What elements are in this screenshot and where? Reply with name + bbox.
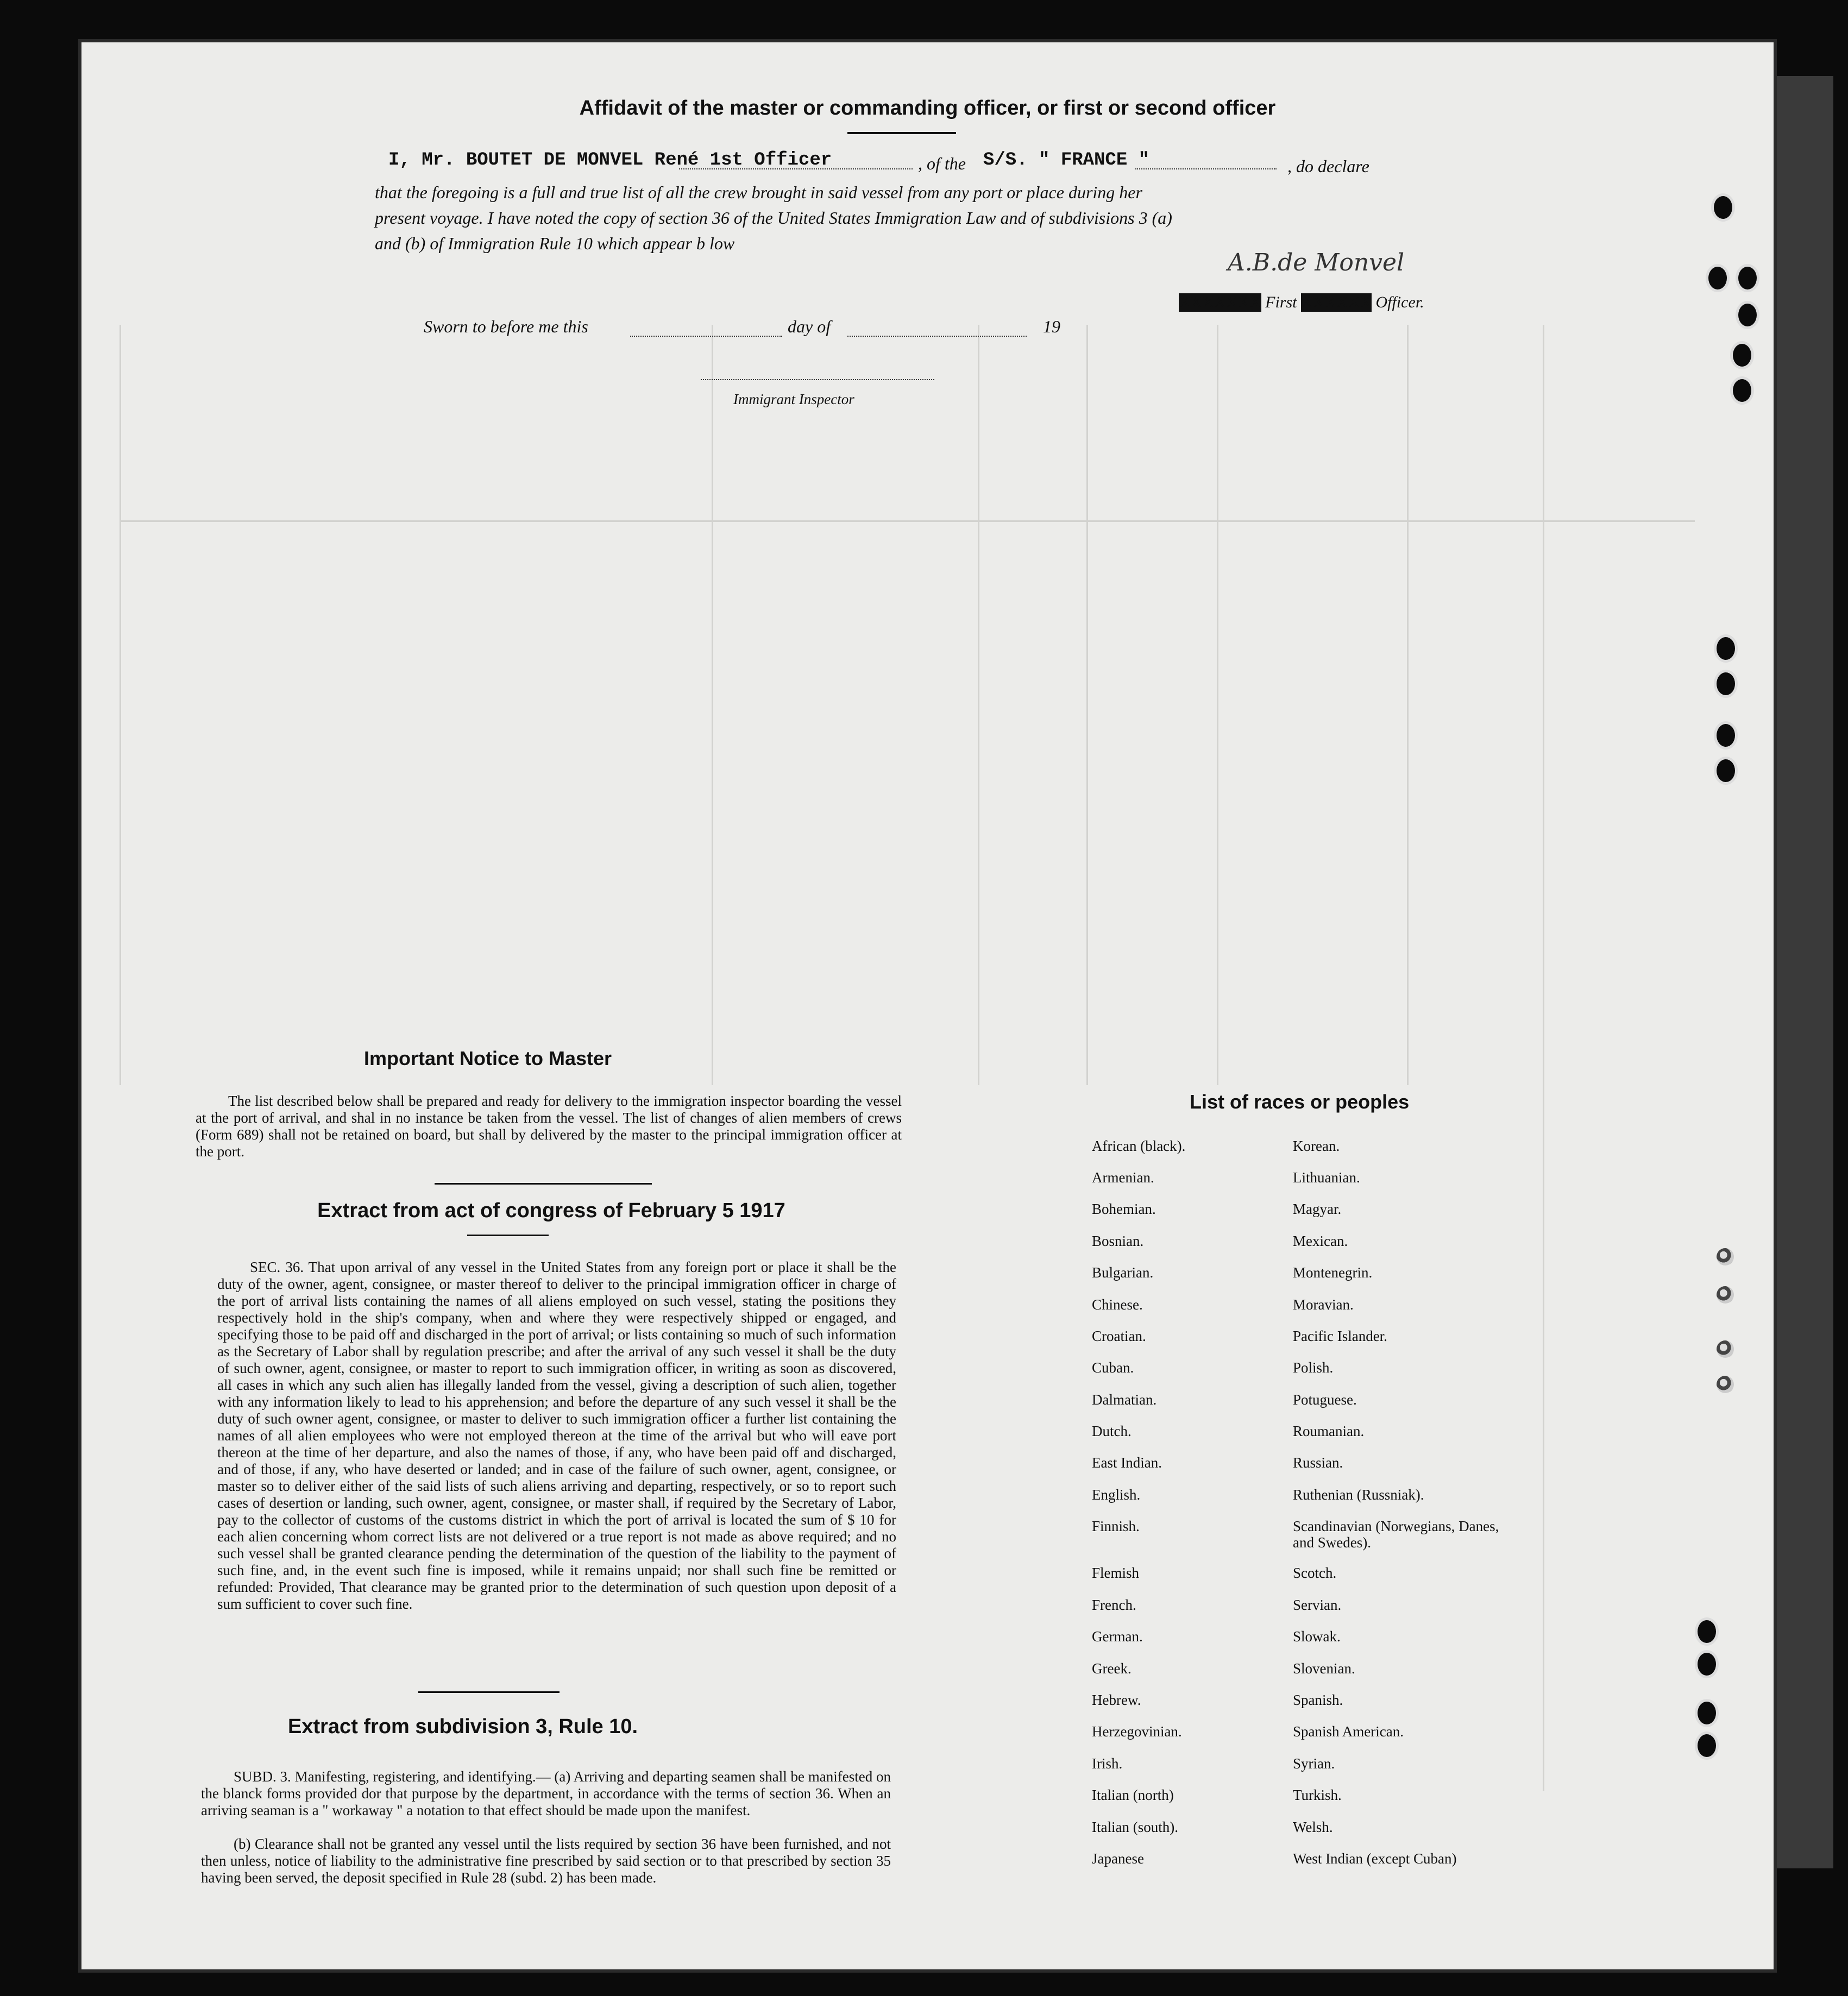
race-right-item: Magyar. bbox=[1293, 1201, 1342, 1217]
notice-text: The list described below shall be prepared and ready for delivery to the immigration inspector boarding the vessel at the port of arrival, and shal in no instance be taken from the vessel. The list of changes of alien members of crews (Form 689) shall not be retained on board, but shall by delivered by the master to the principal immigration officer at the port. bbox=[196, 1093, 902, 1160]
race-right-item: Syrian. bbox=[1293, 1755, 1335, 1772]
races-title: List of races or peoples bbox=[1190, 1091, 1410, 1113]
redaction-mark: XXXXXXX bbox=[1179, 293, 1261, 311]
binder-hole bbox=[1714, 721, 1738, 750]
race-left-item: Armenian. bbox=[1092, 1169, 1154, 1186]
binder-hole bbox=[1730, 341, 1754, 369]
race-right-item: Ruthenian (Russniak). bbox=[1293, 1487, 1424, 1503]
binder-rivet bbox=[1717, 1376, 1734, 1393]
race-left-item: Chinese. bbox=[1092, 1296, 1143, 1313]
race-left-item: English. bbox=[1092, 1487, 1141, 1503]
rule-divider bbox=[418, 1691, 560, 1693]
affidavit-line4: and (b) of Immigration Rule 10 which appear b low bbox=[375, 234, 735, 253]
race-left-item: Italian (north) bbox=[1092, 1787, 1174, 1803]
officer-first-label: First bbox=[1265, 293, 1297, 311]
race-right-item: Pacific Islander. bbox=[1293, 1328, 1387, 1344]
act-title: Extract from act of congress of February 5 1917 bbox=[317, 1199, 785, 1222]
binder-hole bbox=[1695, 1731, 1719, 1760]
race-right-item: Spanish. bbox=[1293, 1692, 1343, 1708]
binder-hole bbox=[1695, 1617, 1719, 1646]
race-right-item: Lithuanian. bbox=[1293, 1169, 1360, 1186]
race-left-item: Bulgarian. bbox=[1092, 1264, 1154, 1281]
race-left-item: Croatian. bbox=[1092, 1328, 1146, 1344]
binder-hole bbox=[1695, 1699, 1719, 1727]
race-right-item: Scandinavian (Norwegians, Danes, and Swedes). bbox=[1293, 1518, 1499, 1551]
race-right-item: Potuguese. bbox=[1293, 1391, 1357, 1408]
race-left-item: German. bbox=[1092, 1628, 1143, 1645]
binder-rivet bbox=[1717, 1340, 1734, 1358]
sworn-year-label: 19 bbox=[1043, 317, 1060, 336]
race-left-item: Flemish bbox=[1092, 1565, 1140, 1581]
affidavit-line2: that the foregoing is a full and true list of all the crew brought in said vessel from any port or place during her bbox=[375, 182, 1142, 202]
affidavit-rule bbox=[847, 132, 956, 134]
race-left-item: Irish. bbox=[1092, 1755, 1123, 1772]
race-left-item: Bosnian. bbox=[1092, 1233, 1144, 1249]
race-left-item: Italian (south). bbox=[1092, 1819, 1178, 1835]
act-rule bbox=[467, 1235, 549, 1236]
affidavit-title: Affidavit of the master or commanding officer, or first or second officer bbox=[579, 97, 1276, 119]
officer-signature: A.B.de Monvel bbox=[1228, 249, 1405, 276]
binder-hole bbox=[1711, 193, 1735, 222]
binder-hole bbox=[1736, 264, 1759, 292]
page-edge-strip bbox=[1774, 76, 1833, 1868]
binder-hole bbox=[1706, 264, 1730, 292]
inspector-label: Immigrant Inspector bbox=[733, 391, 854, 407]
notice-rule bbox=[435, 1183, 652, 1185]
officer-label: Officer. bbox=[1375, 293, 1424, 311]
bleed-line bbox=[120, 325, 121, 1085]
sworn-day-blank bbox=[630, 336, 782, 337]
race-left-item: Finnish. bbox=[1092, 1518, 1140, 1534]
affidavit-line3: present voyage. I have noted the copy of section 36 of the United States Immigration Law and of subdivisions 3 (a) bbox=[375, 208, 1172, 228]
race-right-item: Montenegrin. bbox=[1293, 1264, 1373, 1281]
rule-para-b: (b) Clearance shall not be granted any vessel until the lists required by section 36 have been furnished, and not then unless, notice of liability to the administrative fine prescribed by said section or to that prescribed by section 35 having been served, the deposit specified in Rule 28 (subd. 2) has been made. bbox=[201, 1836, 891, 1886]
manifest-page bbox=[81, 42, 1774, 1969]
race-right-item: Roumanian. bbox=[1293, 1423, 1365, 1439]
race-right-item: Welsh. bbox=[1293, 1819, 1333, 1835]
notice-title: Important Notice to Master bbox=[364, 1047, 612, 1069]
rule-para-a: SUBD. 3. Manifesting, registering, and identifying.— (a) Arriving and departing seamen shall be manifested on the blanck forms provided dor that purpose by the department, in accordance with the terms of section 36. When an arriving seaman is a " workaway " a notation to that effect should be made upon the manifest. bbox=[201, 1768, 891, 1818]
sworn-label: Sworn to before me this bbox=[424, 317, 588, 336]
race-left-item: Herzegovinian. bbox=[1092, 1723, 1182, 1740]
inspector-signature-blank bbox=[701, 379, 934, 380]
race-right-item: Polish. bbox=[1293, 1359, 1334, 1376]
rule-title: Extract from subdivision 3, Rule 10. bbox=[288, 1715, 638, 1738]
vessel-underline bbox=[1135, 168, 1277, 169]
race-right-item: West Indian (except Cuban) bbox=[1293, 1850, 1457, 1867]
race-right-item: Mexican. bbox=[1293, 1233, 1348, 1249]
binder-rivet bbox=[1717, 1286, 1734, 1304]
bleed-line bbox=[1086, 325, 1088, 1085]
bleed-line bbox=[978, 325, 979, 1085]
race-left-item: Japanese bbox=[1092, 1850, 1144, 1867]
binder-hole bbox=[1695, 1650, 1719, 1678]
race-right-item: Korean. bbox=[1293, 1138, 1340, 1154]
race-left-item: Cuban. bbox=[1092, 1359, 1134, 1376]
race-left-item: African (black). bbox=[1092, 1138, 1186, 1154]
of-the-label: , of the bbox=[918, 154, 966, 173]
race-right-item: Russian. bbox=[1293, 1455, 1343, 1471]
officer-title-line bbox=[1179, 293, 1424, 312]
race-right-item: Scotch. bbox=[1293, 1565, 1337, 1581]
bleed-line bbox=[1407, 325, 1409, 1085]
do-declare-label: , do declare bbox=[1287, 156, 1369, 176]
race-left-item: Greek. bbox=[1092, 1660, 1132, 1677]
declarant-name: I, Mr. BOUTET DE MONVEL René 1st Officer bbox=[388, 150, 832, 171]
race-left-item: East Indian. bbox=[1092, 1455, 1162, 1471]
bleed-line bbox=[1217, 325, 1218, 1085]
race-left-item: French. bbox=[1092, 1597, 1136, 1613]
binder-hole bbox=[1730, 376, 1754, 405]
binder-hole bbox=[1714, 634, 1738, 663]
race-left-item: Hebrew. bbox=[1092, 1692, 1141, 1708]
redaction-mark: XXXXXX bbox=[1301, 293, 1372, 311]
race-right-item: Moravian. bbox=[1293, 1296, 1354, 1313]
binder-rivet bbox=[1717, 1248, 1734, 1265]
vessel-name: S/S. " FRANCE " bbox=[983, 150, 1150, 171]
race-left-item: Bohemian. bbox=[1092, 1201, 1156, 1217]
binder-hole bbox=[1714, 757, 1738, 785]
race-right-item: Servian. bbox=[1293, 1597, 1342, 1613]
day-of-label: day of bbox=[788, 317, 831, 336]
race-right-item: Turkish. bbox=[1293, 1787, 1342, 1803]
binder-hole bbox=[1714, 670, 1738, 698]
race-right-item: Spanish American. bbox=[1293, 1723, 1404, 1740]
race-left-item: Dalmatian. bbox=[1092, 1391, 1157, 1408]
race-right-item: Slovenian. bbox=[1293, 1660, 1355, 1677]
race-right-item: Slowak. bbox=[1293, 1628, 1341, 1645]
bleed-line bbox=[1543, 325, 1544, 1791]
bleed-line bbox=[712, 325, 713, 1085]
sworn-month-blank bbox=[847, 336, 1027, 337]
act-text: SEC. 36. That upon arrival of any vessel in the United States from any foreign port or place it shall be the duty of the owner, agent, consignee, or master thereof to deliver to the principal immigration officer in charge of the port of arrival lists containing the names of all aliens employed on such vessel, stating the positions they respectively hold in the ship's company, when and where they were respectively shipped or engaged, and specifying those to be paid off and discharged in the port of arrival; or lists containing so much of such information as the Secretary of Labor shall by regulation prescribe; and after the arrival of any such vessel it shall be the duty of such owner, agent, consignee, or master to report to such immigration officer, in writing as soon as discovered, all cases in which any such alien has illegally landed from the vessel, giving a description of such alien, together with any information likely to lead to his apprehension; and before the departure of any such vessel it shall be the duty of such owner agent, consignee, or master to deliver to such immigration officer a further list containing the names of all alien employees who were not employed thereon at the time of the arrival but who will eave port thereon at the time of her departure, and also the names of those, if any, who have been paid off and discharged, and of those, if any, who have deserted or landed; and in case of the failure of such owner, agent, consignee, or master so to deliver either of the said lists of such aliens arriving and departing, respectively, or so to report such cases of desertion or landing, such owner, agent, consignee, or master shall, if required by the Secretary of Labor, pay to the collector of customs of the customs district in which the port of arrival is located the sum of $ 10 for each alien concerning whom correct lists are not delivered or a true report is not made as above required; and no such vessel shall be granted clearance pending the determination of the question of the liability to the payment of such fine, and, in the event such fine is imposed, while it remains unpaid; nor shall such fine be remitted or refunded: Provided, That clearance may be granted prior to the determination of such question upon deposit of a sum sufficient to cover such fine. bbox=[217, 1259, 896, 1612]
declarant-underline bbox=[679, 168, 913, 169]
race-left-item: Dutch. bbox=[1092, 1423, 1132, 1439]
bleed-line bbox=[120, 520, 1695, 522]
binder-hole bbox=[1736, 301, 1759, 329]
